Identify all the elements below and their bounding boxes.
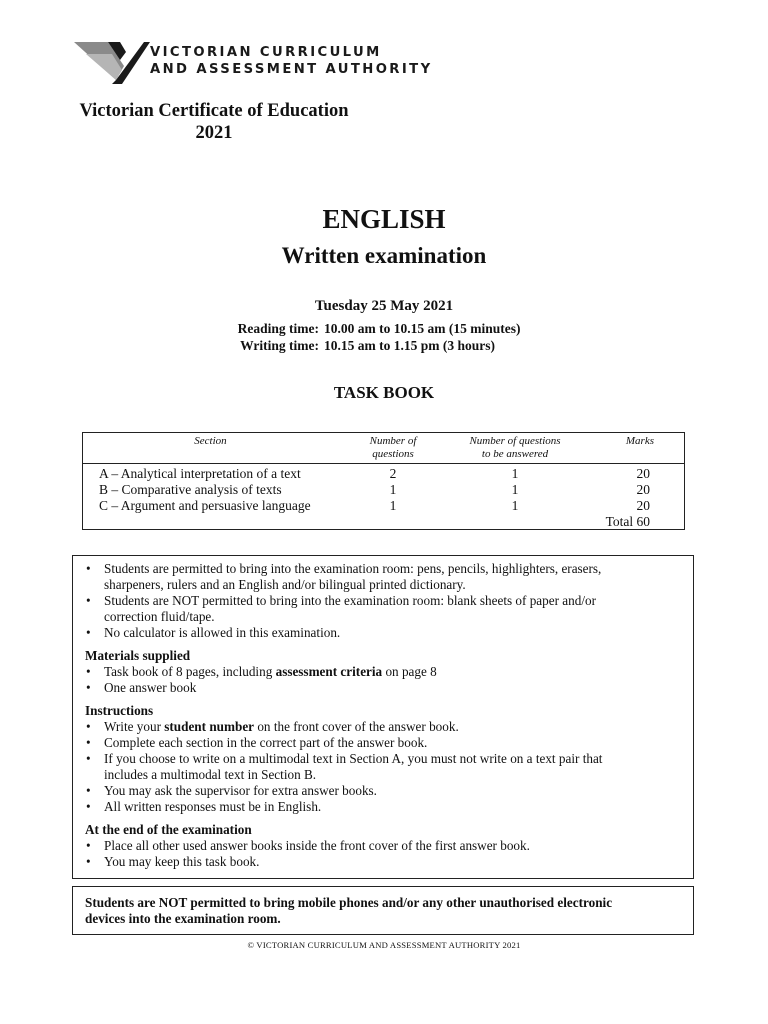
list-item: [85, 719, 681, 735]
list-item: • Place all other used answer books inside the front cover of the first answer book.: [85, 838, 681, 854]
list-item: [85, 593, 681, 625]
list-item: [85, 799, 681, 815]
materials-bold-text: assessment criteria: [275, 664, 383, 679]
row-questions: 1: [389, 482, 397, 497]
instruction-text: If you choose to write on a multimodal text in Section A, you must not write on a text pair that: [104, 751, 603, 766]
row-marks: 20: [636, 482, 650, 497]
instruction-text: on the front cover of the answer book.: [254, 719, 459, 734]
instruction-text: You may ask the supervisor for extra answer books.: [104, 783, 377, 798]
list-item: • You may keep this task book.: [85, 854, 681, 870]
materials-text: Task book of 8 pages, including: [104, 664, 276, 679]
instructions-list: [85, 719, 681, 815]
materials-list: [85, 664, 681, 696]
row-marks: 20: [636, 498, 650, 513]
end-of-exam-heading: At the end of the examination: [85, 822, 252, 837]
rule-text-line: sharpeners, rulers and an English and/or bilingual printed dictionary.: [104, 577, 466, 592]
logo-line-1: VICTORIAN CURRICULUM: [150, 45, 382, 60]
mobile-phones-notice: [72, 886, 694, 935]
reading-time-row: [0, 320, 768, 337]
table-total-row: [83, 514, 684, 530]
general-rules-list: [85, 561, 681, 641]
list-item: [85, 664, 681, 680]
row-questions: 1: [389, 498, 397, 513]
end-of-exam-list: [85, 838, 681, 870]
notice-line: Students are NOT permitted to bring mobile phones and/or any other unauthorised electronic: [85, 895, 613, 910]
row-answered: 1: [511, 482, 519, 497]
writing-time-label: Writing time:: [240, 338, 319, 353]
certificate-heading: [72, 100, 356, 144]
header-section: Section: [194, 435, 227, 447]
materials-text: on page 8: [382, 664, 437, 679]
row-answered: 1: [511, 466, 519, 481]
table-row: [83, 466, 684, 482]
sections-table: [82, 432, 685, 530]
reading-time-label: Reading time:: [237, 321, 319, 336]
instruction-text: All written responses must be in English.: [104, 799, 322, 814]
header-num-questions-l1: Number of: [369, 435, 417, 447]
vcaa-logo: [72, 40, 433, 84]
sections-table-header: [83, 433, 684, 464]
list-item: [85, 751, 681, 783]
rule-text-line: No calculator is allowed in this examination.: [104, 625, 341, 640]
row-answered: 1: [511, 498, 519, 513]
instruction-text: includes a multimodal text in Section B.: [104, 767, 317, 782]
table-row: [83, 498, 684, 514]
instruction-text: Complete each section in the correct part of the answer book.: [104, 735, 428, 750]
exam-date: Tuesday 25 May 2021: [314, 298, 454, 314]
header-num-answered-l2: to be answered: [481, 448, 549, 460]
subject-title: ENGLISH: [322, 204, 446, 234]
list-item: [85, 561, 681, 593]
instruction-bold-text: student number: [164, 719, 255, 734]
row-questions: 2: [389, 466, 397, 481]
instructions-heading: Instructions: [85, 703, 154, 718]
reading-time-value: 10.00 am to 10.15 am (15 minutes): [324, 321, 521, 336]
writing-time-value: 10.15 am to 1.15 pm (3 hours): [324, 338, 495, 353]
header-num-answered-l1: Number of questions: [469, 435, 561, 447]
notice-line: devices into the examination room.: [85, 911, 281, 926]
header-num-answered: [455, 435, 575, 461]
rule-text-line: Students are permitted to bring into the examination room: pens, pencils, highlighters, erasers,: [104, 561, 602, 576]
list-item: [85, 625, 681, 641]
total-marks: Total 60: [605, 514, 650, 529]
row-section: B – Comparative analysis of texts: [99, 482, 282, 497]
row-section: C – Argument and persuasive language: [99, 498, 311, 513]
list-item: [85, 783, 681, 799]
exam-times: [0, 320, 768, 354]
rule-text-line: Students are NOT permitted to bring into the examination room: blank sheets of paper and/or: [104, 593, 596, 608]
materials-text: One answer book: [104, 680, 197, 695]
logo-line-2: AND ASSESSMENT AUTHORITY: [150, 62, 433, 77]
instruction-text: Write your: [104, 719, 165, 734]
row-section: A – Analytical interpretation of a text: [99, 466, 301, 481]
book-title: TASK BOOK: [333, 383, 435, 402]
exam-rules-box: [72, 555, 694, 879]
vcaa-logo-mark-icon: [72, 40, 152, 84]
header-marks: Marks: [625, 435, 654, 447]
materials-heading: Materials supplied: [85, 648, 191, 663]
header-num-questions-l2: questions: [372, 448, 414, 460]
vcaa-logo-text: [150, 44, 433, 78]
exam-type: Written examination: [281, 243, 487, 268]
header-num-questions: [353, 435, 433, 461]
row-marks: 20: [636, 466, 650, 481]
writing-time-row: [0, 337, 768, 354]
rule-text-line: correction fluid/tape.: [104, 609, 215, 624]
table-row: [83, 482, 684, 498]
list-item: [85, 680, 681, 696]
list-item: [85, 735, 681, 751]
certificate-year: 2021: [195, 123, 233, 143]
certificate-name: Victorian Certificate of Education: [79, 101, 349, 121]
copyright-notice: © VICTORIAN CURRICULUM AND ASSESSMENT AUTHORITY 2021: [247, 940, 521, 950]
